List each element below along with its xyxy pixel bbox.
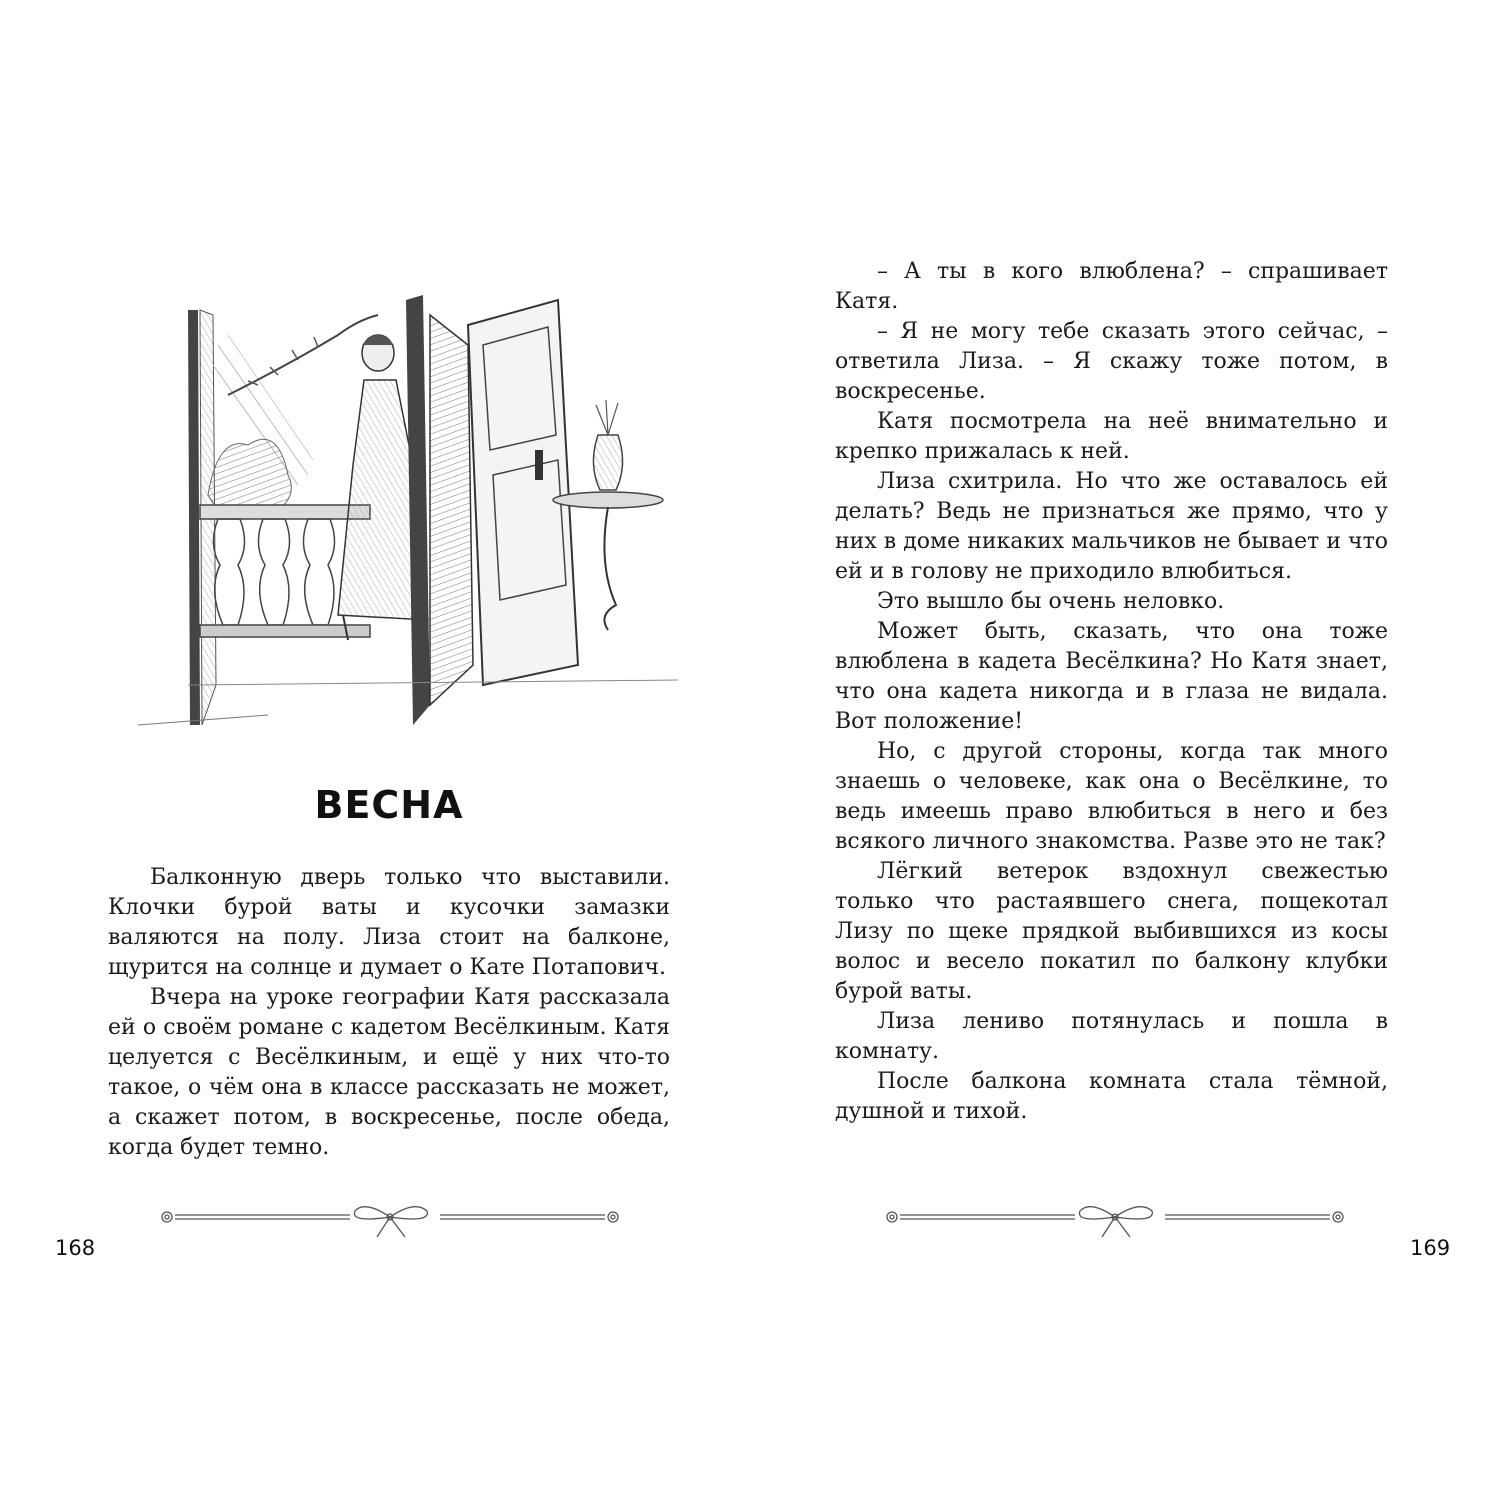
page-number: 168: [55, 1236, 96, 1260]
left-body-text: [108, 863, 670, 1163]
paragraph: Вчера на уроке географии Катя рассказала ей о своём романе с кадетом Весёлкиным. Катя целуется с Весёлкиным, и ещё у них что-то такое, о чём она в классе рассказать не может, а скажет потом, в воскресенье, после обеда, когда будет темно.: [108, 985, 670, 1160]
chapter-title: ВЕСНА: [314, 783, 464, 827]
paragraph: – Я не могу тебе сказать этого сейчас, – ответила Лиза. – Я скажу тоже потом, в воскресенье.: [835, 319, 1388, 404]
paragraph: Может быть, сказать, что она тоже влюблена в кадета Весёлкина? Но Катя знает, что она кадета никогда и в глаза не видала. Вот положение!: [835, 619, 1388, 734]
paragraph: Это вышло бы очень неловко.: [877, 589, 1225, 614]
paragraph: Но, с другой стороны, когда так много знаешь о человеке, как она о Весёлкине, то ведь имеешь право влюбиться в него и без всякого личного знакомства. Разве это не так?: [835, 739, 1388, 854]
paragraph: Лёгкий ветерок вздохнул свежестью только что растаявшего снега, пощекотал Лизу по щеке прядкой выбившихся из косы волос и весело покатил по балкону клубки бурой ваты.: [835, 859, 1388, 1004]
ribbon-bow-divider-icon: [880, 1195, 1350, 1241]
ribbon-bow-divider-icon: [155, 1195, 625, 1241]
paragraph: Балконную дверь только что выставили. Клочки бурой ваты и кусочки замазки валяются на полу. Лиза стоит на балконе, щурится на солнце и думает о Кате Потапович.: [108, 865, 670, 980]
paragraph: После балкона комната стала тёмной, душной и тихой.: [835, 1069, 1388, 1124]
paragraph: Лиза лениво потянулась и пошла в комнату.: [835, 1009, 1388, 1064]
balcony-girl-illustration-icon: [138, 285, 678, 735]
paragraph: Катя посмотрела на неё внимательно и крепко прижалась к ней.: [835, 409, 1388, 464]
page-number: 169: [1410, 1236, 1451, 1260]
paragraph: – А ты в кого влюблена? – спрашивает Катя.: [835, 259, 1388, 314]
right-body-text: [835, 257, 1388, 1127]
right-page: [750, 0, 1500, 1500]
paragraph: Лиза схитрила. Но что же оставалось ей делать? Ведь не признаться же прямо, что у них в доме никаких мальчиков не бывает и что ей и в голову не приходило влюбиться.: [835, 469, 1388, 584]
